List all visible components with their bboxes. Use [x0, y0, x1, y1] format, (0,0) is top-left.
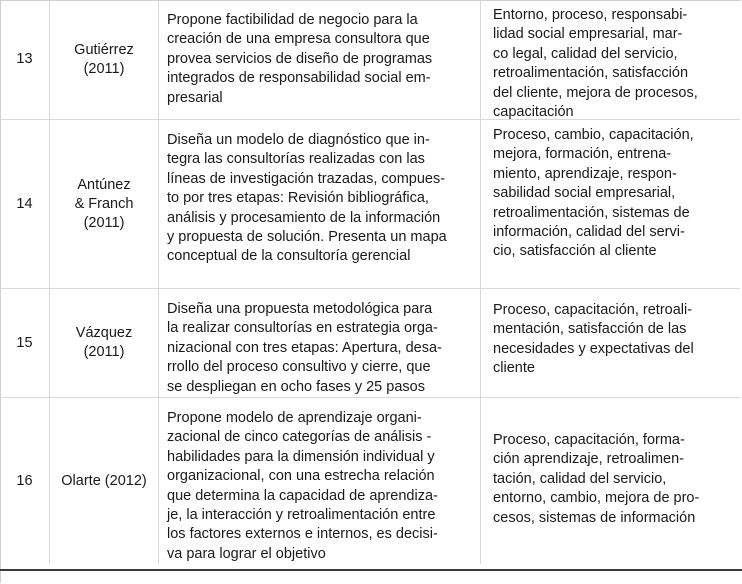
description-text: Diseña un modelo de diagnóstico que in- tegra las consultorías realizadas con las líneas de investigación trazadas, compues- to por tres etapas: Revisión bibliográfica, análisis y procesamiento de la información y propuesta de solución. Presenta un mapa conceptual de la consultoría gerencial — [167, 132, 447, 265]
description-text: Diseña una propuesta metodológica para la realizar consultorías en estrategia orga- nizacional con tres etapas: Apertura, desa- rrollo del proceso consultivo y cierre, que se despliegan en ocho fases y 25 pasos — [167, 301, 442, 395]
row-number-cell — [0, 398, 50, 564]
categories-cell — [481, 289, 740, 397]
categories-text: Entorno, proceso, responsabi- lidad social empresarial, mar- co legal, calidad del servicio, retroalimentación, satisfacción del cliente, mejora de procesos, capacitación — [493, 7, 698, 121]
categories-cell — [481, 398, 740, 564]
description-cell — [159, 289, 481, 397]
categories-cell — [481, 120, 740, 288]
description-cell — [159, 120, 481, 288]
row-number-cell — [0, 120, 50, 288]
description-cell — [159, 0, 481, 119]
table-bottom-rule — [0, 569, 742, 571]
row-number: 15 — [16, 334, 33, 351]
author-name: Antúnez & Franch (2011) — [74, 176, 134, 231]
row-number: 14 — [16, 195, 33, 212]
table-row — [0, 289, 740, 398]
author-cell — [50, 120, 159, 288]
author-cell — [50, 0, 159, 119]
row-number-cell — [0, 289, 50, 397]
table-row — [0, 120, 740, 289]
author-cell — [50, 289, 159, 397]
table-row — [0, 398, 740, 564]
row-number: 16 — [16, 472, 33, 489]
author-name: Vázquez (2011) — [75, 325, 133, 360]
categories-text: Proceso, capacitación, retroali- mentación, satisfacción de las necesidades y expectativas del cliente — [493, 302, 694, 377]
author-name: Gutiérrez (2011) — [74, 41, 134, 77]
row-number-cell — [0, 0, 50, 119]
categories-text: Proceso, cambio, capacitación, mejora, formación, entrena- miento, aprendizaje, respon- sabilidad social empresarial, retroalimentación, sistemas de información, calidad del servi- cio, satisfacción al cliente — [493, 127, 694, 260]
table-row — [0, 0, 740, 120]
categories-cell — [481, 0, 740, 119]
author-name: Olarte (2012) — [61, 472, 147, 489]
description-text: Propone factibilidad de negocio para la creación de una empresa consultora que provea servicios de diseño de programas integrados de responsabilidad social em- presarial — [167, 12, 433, 106]
categories-text: Proceso, capacitación, forma- ción aprendizaje, retroalimen- tación, calidad del servicio, entorno, cambio, mejora de pro- cesos, sistemas de información — [493, 432, 700, 526]
description-cell — [159, 398, 481, 564]
description-text: Propone modelo de aprendizaje organi- zacional de cinco categorías de análisis - habilidades para la dimensión individual y organizacional, con una estrecha relación que determina la capacidad de aprendiza- je, la interacción y retroalimentación entre los factores externos e internos, es decisi- va para lograr el objetivo — [167, 410, 438, 562]
author-cell — [50, 398, 159, 564]
row-number: 13 — [16, 51, 33, 68]
